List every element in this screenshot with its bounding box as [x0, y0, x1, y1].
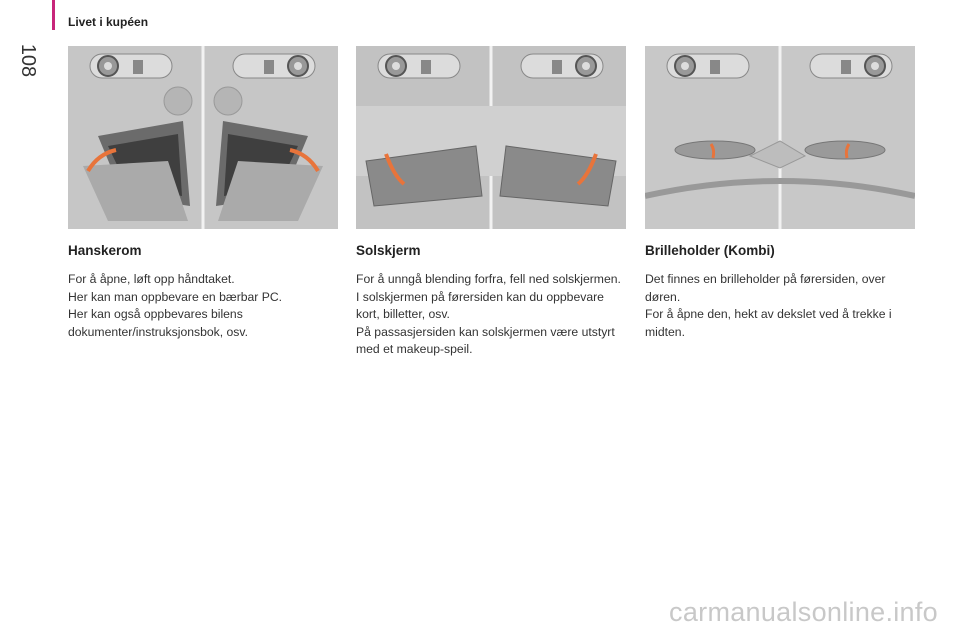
steering-mirror-icon-right	[810, 54, 892, 78]
sunvisor-illustration	[356, 46, 626, 229]
steering-mirror-icon	[378, 54, 460, 78]
steering-mirror-icon	[90, 54, 172, 78]
section-title: Hanskerom	[68, 243, 142, 258]
section-title: Brilleholder (Kombi)	[645, 243, 775, 258]
section-title: Solskjerm	[356, 243, 421, 258]
glovebox-illustration	[68, 46, 338, 229]
chapter-title: Livet i kupéen	[68, 15, 149, 29]
page-number: 108	[17, 43, 40, 77]
section-sunvisor	[356, 46, 626, 359]
section-text: For å unngå blending forfra, fell ned solskjermen. I solskjermen på førersiden kan du oppbevare kort, billetter, osv. På passasjersiden kan solskjermen være utstyrt med et makeup-speil.	[356, 272, 621, 356]
section-glasses-holder	[645, 46, 915, 341]
chapter-accent-bar	[52, 0, 55, 30]
steering-mirror-icon-right	[521, 54, 603, 78]
watermark: carmanualsonline.info	[669, 597, 938, 627]
section-glovebox	[68, 46, 338, 341]
section-text: Det finnes en brilleholder på førersiden, over døren. For å åpne den, hekt av dekslet ved å trekke i midten.	[645, 272, 892, 339]
steering-mirror-icon-right	[233, 54, 315, 78]
section-text: For å åpne, løft opp håndtaket. Her kan man oppbevare en bærbar PC. Her kan også oppbevares bilens dokumenter/instruksjonsbok, osv.	[68, 272, 283, 339]
steering-mirror-icon	[667, 54, 749, 78]
glasses-holder-illustration	[645, 46, 915, 229]
